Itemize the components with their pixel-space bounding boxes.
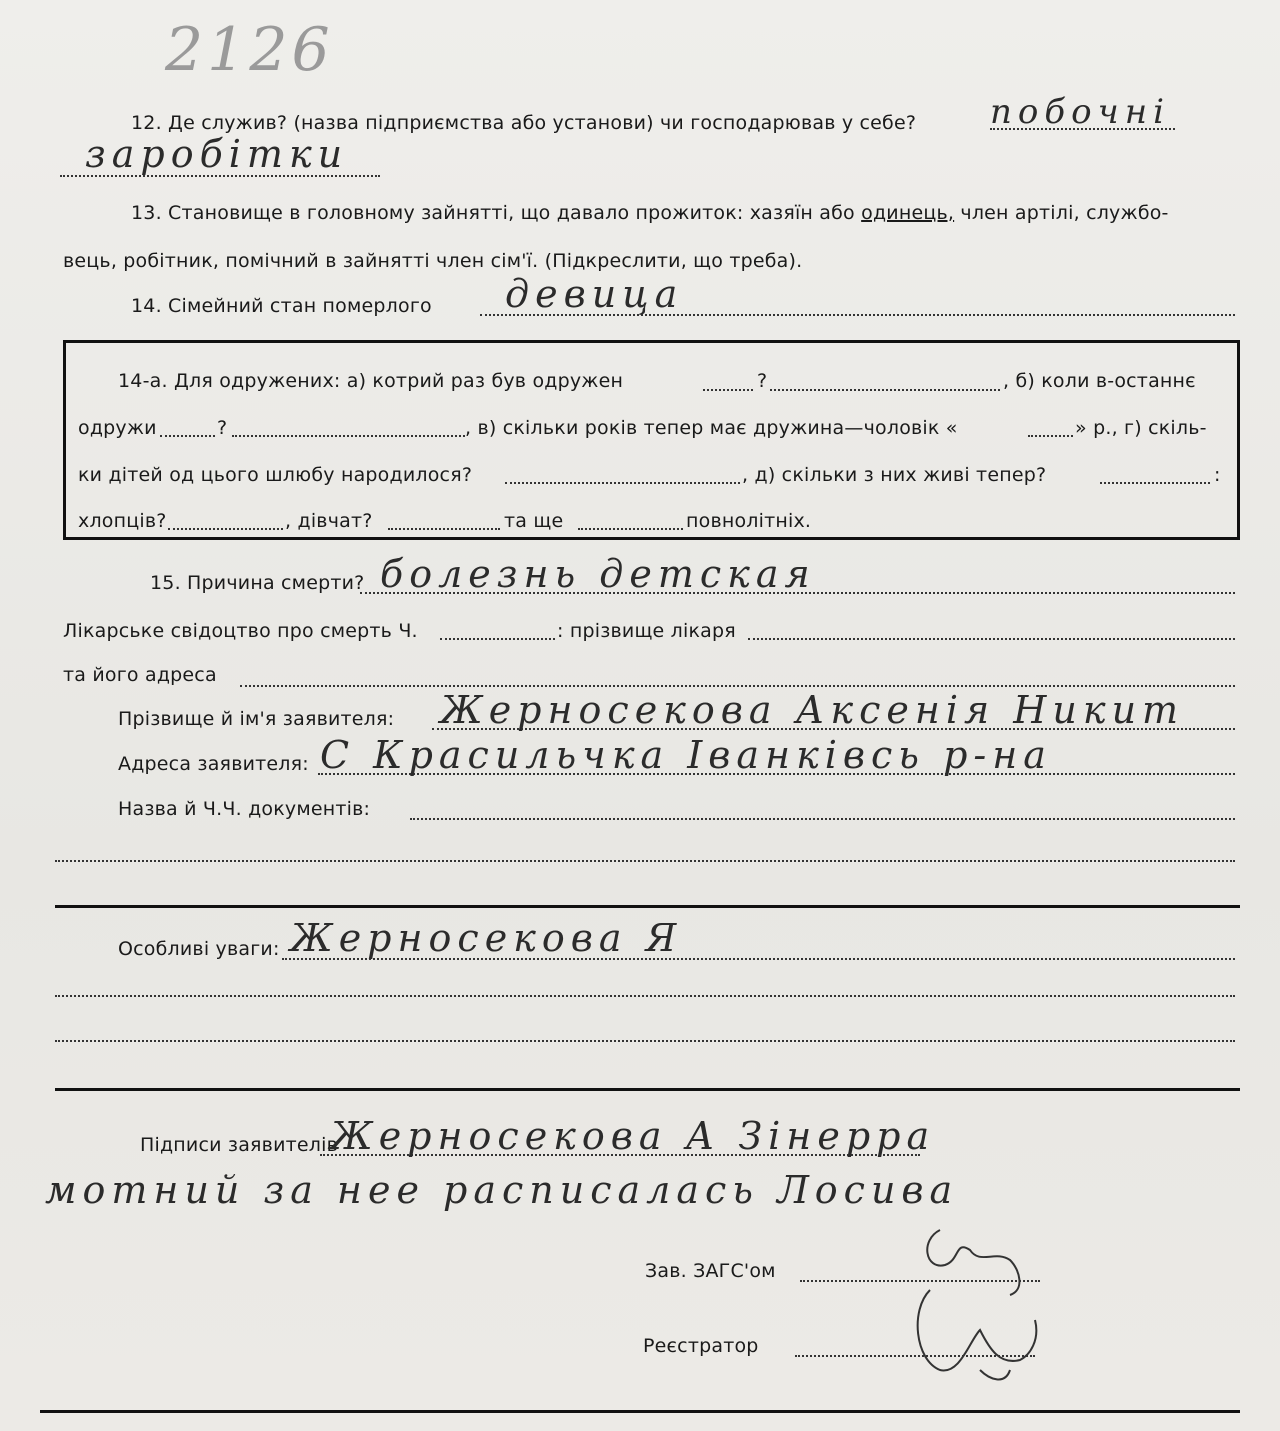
head-signature-mark [900,1220,1050,1390]
applicant-docs-dots-2 [55,860,1235,862]
q13-line1 [131,202,1169,224]
medical-label-a: Лікарське свідоцтво про смерть Ч. [63,620,418,642]
q14a-l2-c: , в) скільки років тепер має дружина—чоловік « [465,417,958,439]
registrar-label: Реєстратор [643,1335,759,1357]
applicant-name-value: Жерносекова Аксенія Никит [440,688,1185,732]
medical-dots-2 [748,638,1235,640]
q14a-dots-3 [160,435,215,437]
q14a-l2-a: одружи [78,417,157,439]
signatures-line1: Жерносекова А Зінерра [330,1114,936,1158]
applicant-address-label: Адреса заявителя: [118,753,309,775]
q14a-dots-10 [578,528,683,530]
q14a-l4-a: хлопців? [78,510,167,532]
q12-label: 12. Де служив? (назва підприємства або установи) чи господарював у себе? [131,112,917,134]
notes-dots-2 [55,995,1235,997]
q15-label: 15. Причина смерти? [150,572,365,594]
applicant-name-label: Прізвище й ім'я заявителя: [118,708,395,730]
head-label: Зав. ЗАГС'ом [645,1260,776,1282]
q14a-dots-4 [232,435,465,437]
signatures-label: Підписи заявителів [140,1134,339,1156]
q14a-l3-b: , д) скільки з них живі тепер? [742,464,1047,486]
stamp-number: 2126 [165,15,334,85]
applicant-address-value: С Красильчка Іванківсь р-на [320,733,1052,777]
q15-answer: болезнь детская [380,552,816,596]
q14a-l1-b: ? [757,370,768,392]
signatures-line2: мотний за нее расписалась Лосива [45,1168,959,1212]
q14a-l1-c: , б) коли в-останнє [1003,370,1196,392]
applicant-docs-dots [410,818,1235,820]
q14a-l3-c: : [1214,464,1221,486]
q14a-line1 [118,370,623,392]
q14a-dots-2 [770,389,1000,391]
section-rule-2 [55,1088,1240,1091]
q14-answer: девица [505,272,684,316]
notes-dots-3 [55,1040,1235,1042]
q14a-l4-b: , дівчат? [285,510,373,532]
q13-line1-b: член артілі, службо- [960,202,1169,224]
notes-value: Жерносекова Я [290,916,683,960]
q14a-l2-b: ? [217,417,228,439]
notes-label: Особливі уваги: [118,938,280,960]
medical-dots-3 [240,685,1235,687]
q14a-dots-9 [388,528,500,530]
q13-line1-a: 13. Становище в головному зайнятті, що давало прожиток: хазяїн або [131,202,855,224]
medical-label-b: : прізвище лікаря [557,620,736,642]
q14a-dots-7 [1100,482,1210,484]
section-rule-3 [40,1410,1240,1413]
q14a-dots-6 [505,482,740,484]
q14a-l3-a: ки дітей од цього шлюбу народилося? [78,464,473,486]
medical-address-label: та його адреса [63,664,217,686]
section-rule-1 [55,905,1240,908]
q12-answer-1: побочні [990,92,1171,132]
q14a-l4-d: повнолітніх. [686,510,812,532]
q14a-dots-8 [168,528,283,530]
q14a-dots-1 [703,389,753,391]
medical-dots-1 [440,638,555,640]
q14a-l2-d: » р., г) скіль- [1075,417,1207,439]
q14-label: 14. Сімейний стан померлого [131,295,432,317]
q12-answer-2: заробітки [85,132,349,176]
q13-line2: вець, робітник, помічний в зайнятті член сім'ї. (Підкреслити, що треба). [63,250,803,272]
q14a-l1-a: 14-а. Для одружених: а) котрий раз був одружен [118,370,624,392]
q14a-l4-c: та ще [504,510,564,532]
q13-underlined-option: одинець, [861,202,955,224]
applicant-docs-label: Назва й Ч.Ч. документів: [118,798,371,820]
q14a-dots-5 [1028,435,1073,437]
